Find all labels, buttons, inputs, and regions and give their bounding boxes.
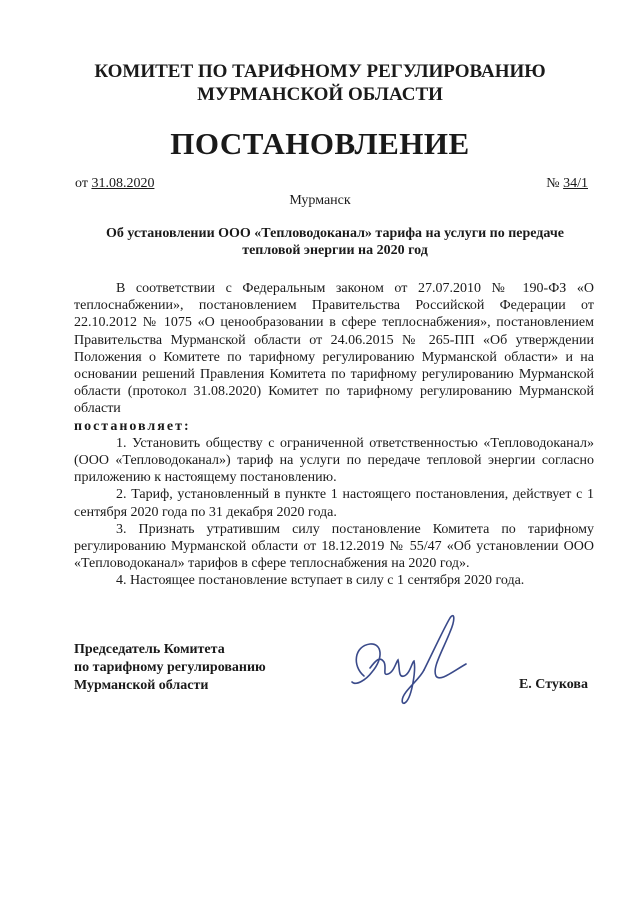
resolution-item-3: 3. Признать утратившим силу постановление Комитета по тарифному регулированию Мурманской области от 18.12.2019 № 55/47 «Об установлении ООО «Тепловодоканал» тарифов в сфере теплоснабжения на 2020 год». (74, 521, 594, 572)
document-type-title: ПОСТАНОВЛЕНИЕ (170, 126, 470, 161)
signer-name: Е. Стукова (518, 677, 588, 692)
signer-position-line-2: по тарифному регулированию (74, 660, 266, 675)
organization-line-2: МУРМАНСКОЙ ОБЛАСТИ (197, 84, 443, 105)
handwritten-signature (332, 606, 482, 716)
resolves-paragraph (74, 418, 594, 435)
resolution-item-4: 4. Настоящее постановление вступает в силу с 1 сентября 2020 года. (116, 573, 525, 589)
subject-line-1: Об установлении ООО «Тепловодоканал» тарифа на услуги по передаче (106, 226, 564, 241)
city: Мурманск (289, 193, 351, 208)
organization-line-1: КОМИТЕТ ПО ТАРИФНОМУ РЕГУЛИРОВАНИЮ (94, 61, 546, 82)
number-prefix: № (546, 176, 560, 191)
subject-line-2: тепловой энергии на 2020 год (242, 243, 428, 258)
resolution-item-1: 1. Установить обществу с ограниченной ответственностью «Тепловодоканал» (ООО «Тепловодоканал») тариф на услуги по передаче тепловой энергии согласно приложению к настоящему постановлению. (74, 435, 594, 486)
signer-position-line-1: Председатель Комитета (74, 642, 225, 657)
signer-position-line-3: Мурманской области (74, 678, 209, 693)
signer-position (74, 641, 266, 695)
intro-paragraph (74, 280, 594, 418)
intro-text: В соответствии с Федеральным законом от 27.07.2010 № 190-ФЗ «О теплоснабжении», постановлением Правительства Российской Федерации от 22.10.2012 № 1075 «О ценообразовании в сфере теплоснабжения», постановлением Правительства Мурманской области от 24.06.2015 № 265-ПП «Об утверждении Положения о Комитете по тарифному регулированию Мурманской области» и на основании решений Правления Комитета по тарифному регулированию Мурманской области (протокол 31.08.2020) Комитет по тарифному регулированию Мурманской области (74, 281, 594, 417)
number-value: 34/1 (563, 176, 588, 191)
document-body (74, 280, 594, 590)
date-prefix: от (75, 176, 88, 191)
document-date (75, 176, 154, 192)
resolves-keyword: постановляет: (74, 418, 191, 434)
date-value: 31.08.2020 (91, 176, 155, 191)
organization-name (60, 60, 580, 106)
document-subject (85, 225, 585, 259)
resolution-item-2: 2. Тариф, установленный в пункте 1 настоящего постановления, действует с 1 сентября 2020 года по 31 декабря 2020 года. (74, 487, 594, 520)
document-number (546, 176, 588, 192)
